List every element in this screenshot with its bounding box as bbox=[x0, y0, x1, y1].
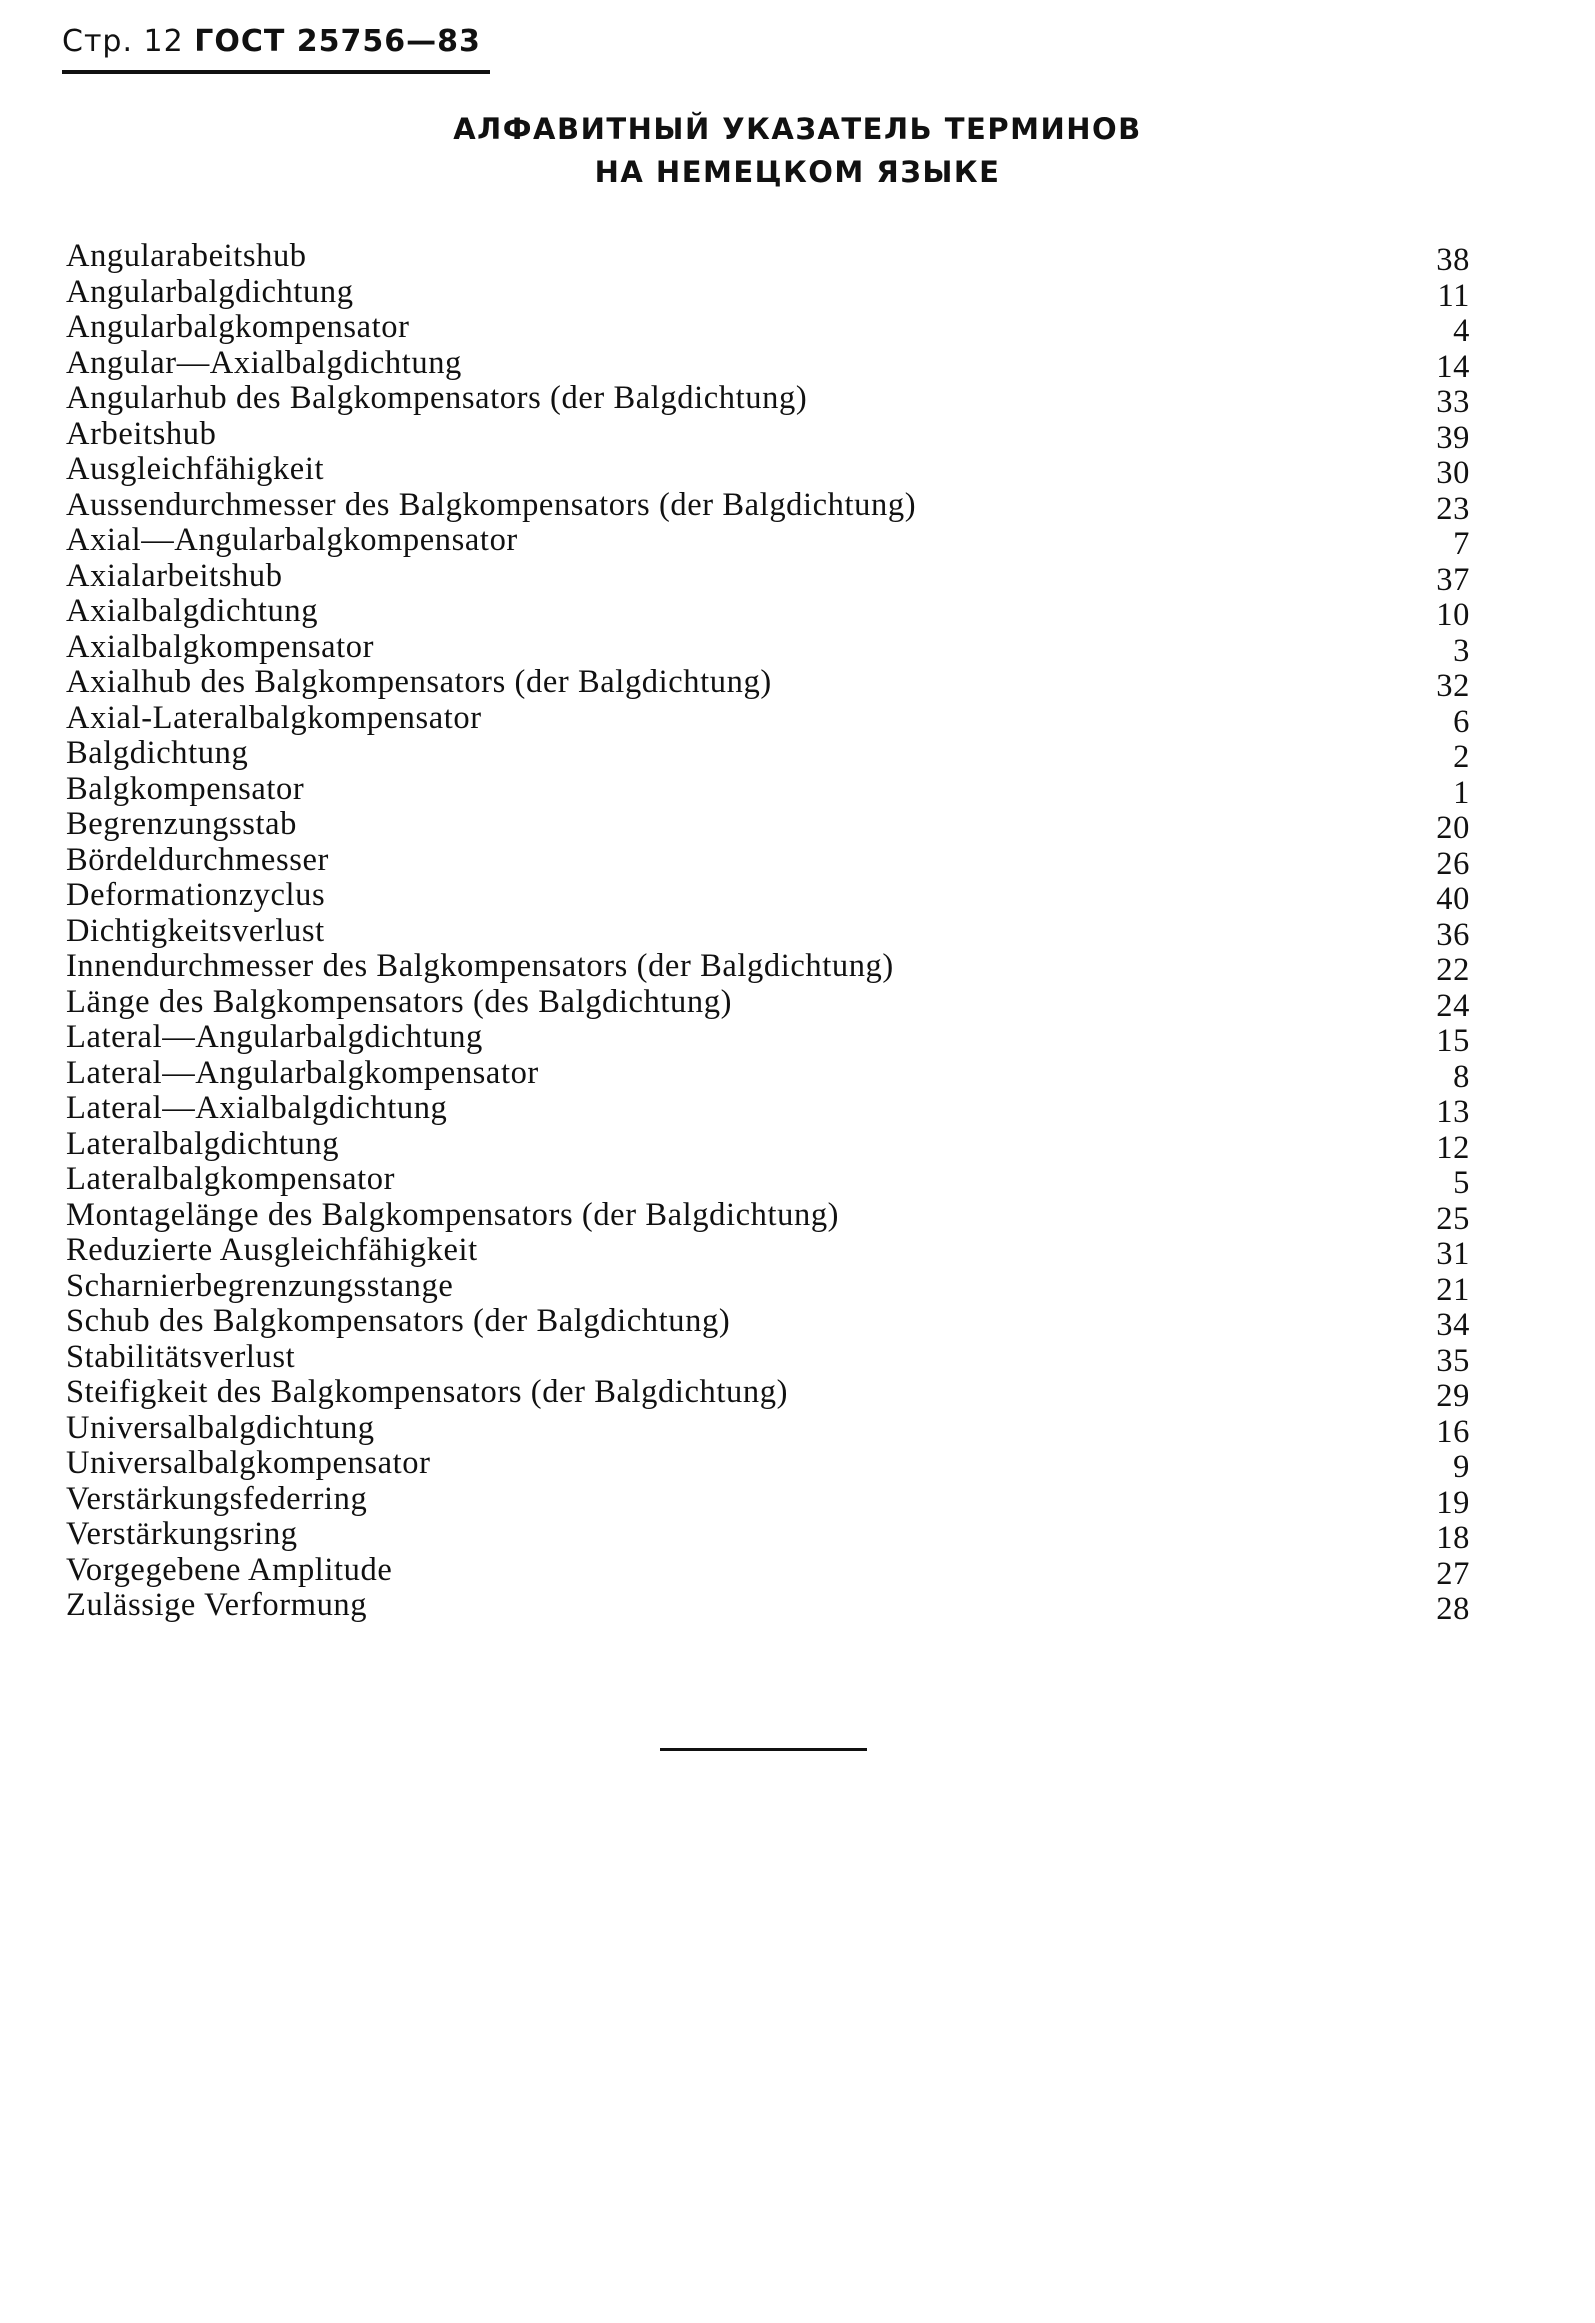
index-term-number: 10 bbox=[1436, 597, 1470, 633]
index-entry bbox=[66, 1516, 1470, 1556]
index-term: Lateral—Angularbalgdichtung bbox=[66, 1019, 483, 1055]
index-entry bbox=[66, 309, 1470, 349]
index-entry bbox=[66, 1196, 1470, 1237]
index-title-line-1: АЛФАВИТНЫЙ УКАЗАТЕЛЬ ТЕРМИНОВ bbox=[453, 112, 1142, 146]
index-term-number: 16 bbox=[1436, 1413, 1470, 1450]
index-term-number: 32 bbox=[1436, 668, 1470, 704]
index-term-number: 6 bbox=[1453, 703, 1470, 740]
index-term-number: 35 bbox=[1436, 1342, 1470, 1379]
index-entry bbox=[66, 344, 1470, 385]
index-term-number: 19 bbox=[1436, 1484, 1470, 1521]
index-term-number: 7 bbox=[1453, 526, 1470, 562]
index-term-number: 27 bbox=[1436, 1555, 1470, 1592]
index-term-number: 15 bbox=[1436, 1023, 1470, 1059]
index-term: Zulässige Verformung bbox=[66, 1587, 368, 1623]
index-entry bbox=[66, 699, 1470, 740]
index-term-number: 29 bbox=[1436, 1378, 1470, 1414]
index-term: Universalbalgdichtung bbox=[66, 1409, 375, 1446]
index-term-number: 21 bbox=[1436, 1271, 1470, 1308]
index-term: Verstärkungsring bbox=[66, 1516, 298, 1552]
index-entry bbox=[66, 912, 1470, 953]
index-term: Arbeitshub bbox=[66, 415, 217, 452]
index-term-number: 8 bbox=[1453, 1058, 1470, 1095]
index-entry bbox=[66, 841, 1470, 882]
index-term: Vorgegebene Amplitude bbox=[66, 1551, 393, 1588]
index-term-number: 2 bbox=[1453, 739, 1470, 775]
index-entry bbox=[66, 983, 1470, 1024]
index-term-number: 26 bbox=[1436, 845, 1470, 882]
index-title-line-2: НА НЕМЕЦКОМ ЯЗЫКЕ bbox=[594, 155, 1001, 189]
index-term: Universalbalgkompensator bbox=[66, 1445, 431, 1481]
index-term-number: 5 bbox=[1453, 1165, 1470, 1201]
index-entry bbox=[66, 522, 1470, 562]
index-entry bbox=[66, 1232, 1470, 1272]
page-number: Стр. 12 bbox=[62, 24, 184, 59]
index-entry bbox=[66, 415, 1470, 456]
index-term-number: 12 bbox=[1436, 1129, 1470, 1166]
index-term-number: 13 bbox=[1436, 1094, 1470, 1130]
index-entry bbox=[66, 1480, 1470, 1521]
index-entry bbox=[66, 1019, 1470, 1059]
index-entry bbox=[66, 1374, 1470, 1414]
index-entry bbox=[66, 593, 1470, 633]
index-term: Lateral—Axialbalgdichtung bbox=[66, 1090, 448, 1126]
index-term: Lateral—Angularbalgkompensator bbox=[66, 1054, 539, 1091]
index-term-number: 34 bbox=[1436, 1307, 1470, 1343]
index-entry bbox=[66, 451, 1470, 491]
index-term: Verstärkungsfederring bbox=[66, 1480, 368, 1517]
index-entry bbox=[66, 1125, 1470, 1166]
index-entry bbox=[66, 735, 1470, 775]
index-term-number: 18 bbox=[1436, 1520, 1470, 1556]
index-term: Axialarbeitshub bbox=[66, 557, 283, 594]
header-rule bbox=[62, 70, 490, 74]
index-term-number: 4 bbox=[1453, 313, 1470, 349]
index-term: Montagelänge des Balgkompensators (der Balgdichtung) bbox=[66, 1196, 840, 1233]
index-term: Schub des Balgkompensators (der Balgdichtung) bbox=[66, 1303, 731, 1339]
index-term-number: 20 bbox=[1436, 810, 1470, 846]
index-term: Angularhub des Balgkompensators (der Balgdichtung) bbox=[66, 380, 808, 416]
index-entry bbox=[66, 1409, 1470, 1450]
index-term-number: 28 bbox=[1436, 1591, 1470, 1627]
index-term-number: 9 bbox=[1453, 1449, 1470, 1485]
index-term: Balgdichtung bbox=[66, 735, 249, 771]
index-term: Länge des Balgkompensators (des Balgdichtung) bbox=[66, 983, 733, 1020]
index-entry bbox=[66, 1267, 1470, 1308]
index-term-number: 38 bbox=[1436, 242, 1470, 278]
index-term: Steifigkeit des Balgkompensators (der Balgdichtung) bbox=[66, 1374, 788, 1410]
index-entry bbox=[66, 380, 1470, 420]
index-term-number: 11 bbox=[1437, 277, 1470, 314]
index-term-number: 30 bbox=[1436, 455, 1470, 491]
index-term: Ausgleichfähigkeit bbox=[66, 451, 325, 487]
index-term: Lateralbalgdichtung bbox=[66, 1125, 340, 1162]
index-entry bbox=[66, 628, 1470, 669]
index-entry bbox=[66, 1445, 1470, 1485]
index-entry bbox=[66, 1587, 1470, 1627]
index-term: Angularbalgdichtung bbox=[66, 273, 354, 310]
index-term: Angular—Axialbalgdichtung bbox=[66, 344, 462, 381]
index-term-number: 23 bbox=[1436, 490, 1470, 527]
index-entry bbox=[66, 1338, 1470, 1379]
index-term: Axial-Lateralbalgkompensator bbox=[66, 699, 482, 736]
index-term-number: 1 bbox=[1453, 774, 1470, 811]
index-term: Aussendurchmesser des Balgkompensators (der Balgdichtung) bbox=[66, 486, 917, 523]
index-entry bbox=[66, 238, 1470, 278]
index-term: Innendurchmesser des Balgkompensators (der Balgdichtung) bbox=[66, 948, 894, 984]
index-entry bbox=[66, 664, 1470, 704]
index-term: Axialbalgkompensator bbox=[66, 628, 375, 665]
index-term-number: 24 bbox=[1436, 987, 1470, 1024]
index-term-number: 31 bbox=[1436, 1236, 1470, 1272]
index-term: Axialbalgdichtung bbox=[66, 593, 319, 629]
index-term-number: 3 bbox=[1453, 632, 1470, 669]
index-term: Axial—Angularbalgkompensator bbox=[66, 522, 518, 558]
index-term: Bördeldurchmesser bbox=[66, 841, 329, 878]
index-entry bbox=[66, 486, 1470, 527]
index-term: Angularbalgkompensator bbox=[66, 309, 410, 345]
index-entry bbox=[66, 1054, 1470, 1095]
index-entry bbox=[66, 1161, 1470, 1201]
index-entry bbox=[66, 877, 1470, 917]
index-entry bbox=[66, 1551, 1470, 1592]
index-term: Begrenzungsstab bbox=[66, 806, 298, 842]
index-term: Angularabeitshub bbox=[66, 238, 307, 274]
document-code: ГОСТ 25756—83 bbox=[194, 24, 481, 59]
index-term: Dichtigkeitsverlust bbox=[66, 912, 325, 949]
index-entry bbox=[66, 948, 1470, 988]
index-entry bbox=[66, 557, 1470, 598]
running-header bbox=[62, 22, 481, 62]
index-term: Balgkompensator bbox=[66, 770, 305, 807]
index-entry bbox=[66, 273, 1470, 314]
index-term: Stabilitätsverlust bbox=[66, 1338, 296, 1375]
index-term: Reduzierte Ausgleichfähigkeit bbox=[66, 1232, 478, 1268]
end-rule bbox=[660, 1748, 867, 1751]
index-term: Lateralbalgkompensator bbox=[66, 1161, 396, 1197]
index-term-number: 33 bbox=[1436, 384, 1470, 420]
index-entry bbox=[66, 1303, 1470, 1343]
index-term-number: 22 bbox=[1436, 952, 1470, 988]
index-term-number: 39 bbox=[1436, 419, 1470, 456]
index-term: Axialhub des Balgkompensators (der Balgdichtung) bbox=[66, 664, 772, 700]
index-term-number: 37 bbox=[1436, 561, 1470, 598]
index-term-number: 25 bbox=[1436, 1200, 1470, 1237]
index-entry bbox=[66, 1090, 1470, 1130]
index-term: Deformationzyclus bbox=[66, 877, 326, 913]
term-index-list bbox=[66, 238, 1470, 1627]
index-entry bbox=[66, 806, 1470, 846]
index-term-number: 40 bbox=[1436, 881, 1470, 917]
index-entry bbox=[66, 770, 1470, 811]
index-title bbox=[0, 108, 1595, 194]
index-term: Scharnierbegrenzungsstange bbox=[66, 1267, 454, 1304]
index-term-number: 14 bbox=[1436, 348, 1470, 385]
index-term-number: 36 bbox=[1436, 916, 1470, 953]
